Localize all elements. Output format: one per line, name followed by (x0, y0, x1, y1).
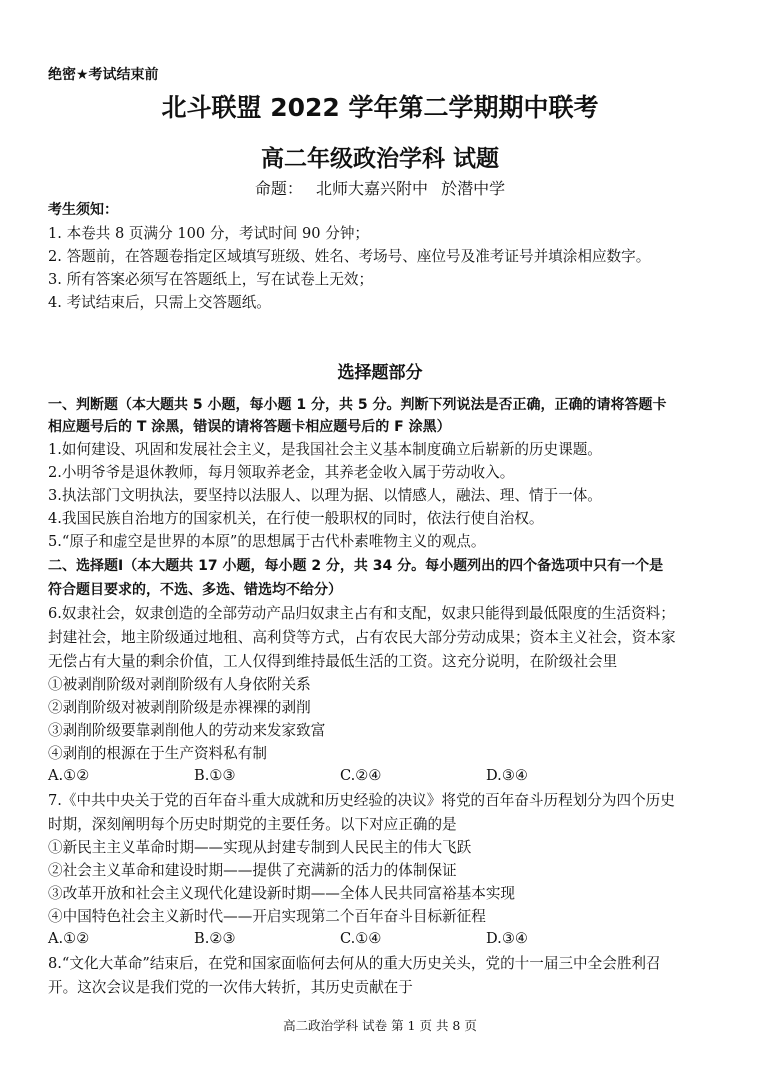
judge-item: 3.执法部门文明执法，要坚持以法服人、以理为据、以情感人，融法、理、情于一体。 (48, 487, 602, 504)
exam-title: 北斗联盟 2022 学年第二学期期中联考 (161, 93, 599, 122)
question-stem: 6.奴隶社会，奴隶创造的全部劳动产品归奴隶主占有和支配，奴隶只能得到最低限度的生活资料； (48, 605, 675, 622)
answer-option-a: A.①② (48, 767, 90, 784)
answer-option-d: D.③④ (486, 930, 528, 947)
question-stem: 开。这次会议是我们党的一次伟大转折，其历史贡献在于 (48, 979, 413, 996)
question-stem: 时期，深刻阐明每个历史时期党的主要任务。以下对应正确的是 (48, 816, 457, 833)
judge-item: 1.如何建设、巩固和发展社会主义，是我国社会主义基本制度确立后崭新的历史课题。 (48, 441, 602, 458)
judge-item: 4.我国民族自治地方的国家机关，在行使一般职权的同时，依法行使自治权。 (48, 510, 544, 527)
answer-option-b: B.①③ (194, 767, 236, 784)
question-statement: ①被剥削阶级对剥削阶级有人身依附关系 (48, 676, 311, 693)
part1-header: 一、判断题（本大题共 5 小题，每小题 1 分，共 5 分。判断下列说法是否正确，正确的请将答题卡 (48, 397, 667, 413)
answer-option-a: A.①② (48, 930, 90, 947)
question-stem: 无偿占有大量的剩余价值，工人仅得到维持最低生活的工资。这充分说明，在阶级社会里 (48, 653, 618, 670)
question-stem: 7.《中共中央关于党的百年奋斗重大成就和历史经验的决议》将党的百年奋斗历程划分为四个历史 (48, 792, 675, 809)
question-statement: ②剥削阶级对被剥削阶级是赤裸裸的剥削 (48, 699, 311, 716)
part1-header: 相应题号后的 T 涂黑，错误的请将答题卡相应题号后的 F 涂黑） (48, 419, 451, 435)
answer-option-c: C.①④ (340, 930, 382, 947)
exam-subtitle: 高二年级政治学科 试题 (260, 146, 499, 172)
notice-heading: 考生须知： (48, 202, 118, 218)
question-stem: 8.“文化大革命”结束后，在党和国家面临何去何从的重大历史关头，党的十一届三中全会胜利召 (48, 955, 661, 972)
answer-option-c: C.②④ (340, 767, 382, 784)
notice-item: 4. 考试结束后，只需上交答题纸。 (48, 294, 271, 311)
question-statement: ③剥削阶级要靠剥削他人的劳动来发家致富 (48, 722, 326, 739)
notice-item: 3. 所有答案必须写在答题纸上，写在试卷上无效； (48, 271, 374, 288)
question-statement: ②社会主义革命和建设时期——提供了充满新的活力的体制保证 (48, 862, 457, 879)
page-footer: 高二政治学科 试卷 第 1 页 共 8 页 (283, 1018, 477, 1033)
part2-header: 二、选择题Ⅰ（本大题共 17 小题，每小题 2 分，共 34 分。每小题列出的四个备选项中只有一个是 (48, 558, 664, 574)
secret-mark: 绝密★考试结束前 (48, 67, 159, 83)
question-statement: ③改革开放和社会主义现代化建设新时期——全体人民共同富裕基本实现 (48, 885, 516, 902)
answer-option-d: D.③④ (486, 767, 528, 784)
question-statement: ①新民主主义革命时期——实现从封建专制到人民民主的伟大飞跃 (48, 839, 472, 856)
notice-item: 1. 本卷共 8 页满分 100 分，考试时间 90 分钟； (48, 225, 370, 242)
exam-authors: 命题： 北师大嘉兴附中 於潜中学 (254, 179, 506, 198)
judge-item: 2.小明爷爷是退休教师，每月领取养老金，其养老金收入属于劳动收入。 (48, 464, 515, 481)
answer-option-b: B.②③ (194, 930, 236, 947)
question-stem: 封建社会，地主阶级通过地租、高利贷等方式，占有农民大部分劳动成果；资本主义社会，资本家 (48, 629, 676, 646)
notice-item: 2. 答题前，在答题卷指定区域填写班级、姓名、考场号、座位号及准考证号并填涂相应数字。 (48, 248, 651, 265)
question-statement: ④中国特色社会主义新时代——开启实现第二个百年奋斗目标新征程 (48, 908, 486, 925)
section-title: 选择题部分 (337, 363, 423, 383)
judge-item: 5.“原子和虚空是世界的本原”的思想属于古代朴素唯物主义的观点。 (48, 533, 486, 550)
question-statement: ④剥削的根源在于生产资料私有制 (48, 745, 267, 762)
part2-header: 符合题目要求的，不选、多选、错选均不给分） (48, 582, 342, 598)
